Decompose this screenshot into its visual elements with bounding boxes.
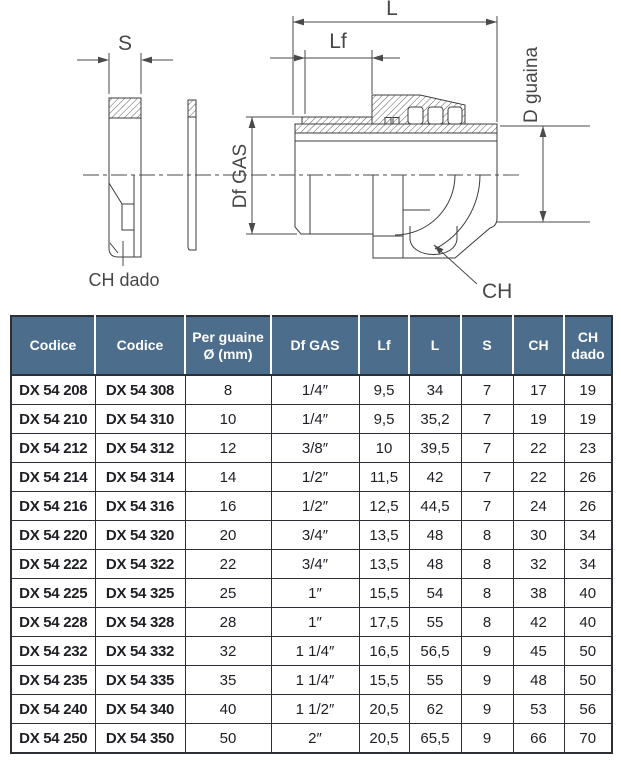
dim-label-s: S <box>117 32 133 55</box>
table-cell: 28 <box>185 608 271 637</box>
table-cell: DX 54 216 <box>11 492 95 521</box>
table-cell: 9 <box>461 666 513 695</box>
table-cell: 1/4″ <box>271 375 359 405</box>
table-cell: 26 <box>564 463 612 492</box>
label-ch-dado: CH dado <box>88 270 160 290</box>
table-cell: 26 <box>564 492 612 521</box>
table-cell: DX 54 320 <box>95 521 185 550</box>
table-cell: 13,5 <box>359 550 409 579</box>
table-cell: 7 <box>461 492 513 521</box>
table-cell: 22 <box>513 434 564 463</box>
table-cell: 53 <box>513 695 564 724</box>
table-cell: 3/4″ <box>271 550 359 579</box>
table-cell: DX 54 335 <box>95 666 185 695</box>
table-cell: DX 54 322 <box>95 550 185 579</box>
table-cell: 1″ <box>271 579 359 608</box>
table-cell: 19 <box>513 405 564 434</box>
table-cell: DX 54 332 <box>95 637 185 666</box>
table-cell: 34 <box>564 521 612 550</box>
table-cell: 56,5 <box>409 637 461 666</box>
column-header: Codice <box>95 316 185 375</box>
table-cell: 19 <box>564 375 612 405</box>
table-cell: 40 <box>564 608 612 637</box>
table-cell: DX 54 350 <box>95 724 185 754</box>
nut-side-view <box>109 98 141 257</box>
table-cell: 1 1/4″ <box>271 666 359 695</box>
table-cell: 42 <box>409 463 461 492</box>
table-cell: 1 1/2″ <box>271 695 359 724</box>
table-cell: 42 <box>513 608 564 637</box>
table-cell: 12 <box>185 434 271 463</box>
dim-label-l: L <box>386 0 398 20</box>
table-cell: 1″ <box>271 608 359 637</box>
table-cell: 3/4″ <box>271 521 359 550</box>
table-cell: DX 54 340 <box>95 695 185 724</box>
table-cell: DX 54 208 <box>11 375 95 405</box>
table-cell: 1/2″ <box>271 463 359 492</box>
table-cell: DX 54 232 <box>11 637 95 666</box>
table-cell: 7 <box>461 463 513 492</box>
table-cell: 8 <box>461 608 513 637</box>
dim-label-df-gas: Df GAS <box>230 143 251 209</box>
table-cell: 48 <box>513 666 564 695</box>
table-cell: 66 <box>513 724 564 754</box>
table-cell: 1/2″ <box>271 492 359 521</box>
table-cell: 55 <box>409 608 461 637</box>
table-cell: 7 <box>461 434 513 463</box>
table-cell: 17,5 <box>359 608 409 637</box>
table-cell: 30 <box>513 521 564 550</box>
table-header-row <box>11 316 612 375</box>
table-cell: DX 54 250 <box>11 724 95 754</box>
table-cell: 10 <box>359 434 409 463</box>
table-cell: 40 <box>185 695 271 724</box>
label-ch: CH <box>482 280 513 303</box>
table-cell: 22 <box>185 550 271 579</box>
table-row <box>11 637 612 666</box>
table-cell: 8 <box>461 579 513 608</box>
table-cell: 2″ <box>271 724 359 754</box>
table-cell: 15,5 <box>359 666 409 695</box>
dim-label-lf: Lf <box>329 30 347 53</box>
table-cell: DX 54 240 <box>11 695 95 724</box>
table-cell: 50 <box>185 724 271 754</box>
table-cell: DX 54 316 <box>95 492 185 521</box>
table-cell: 54 <box>409 579 461 608</box>
table-cell: 22 <box>513 463 564 492</box>
table-cell: 32 <box>185 637 271 666</box>
column-header: Df GAS <box>271 316 359 375</box>
table-cell: 11,5 <box>359 463 409 492</box>
column-header: S <box>461 316 513 375</box>
table-cell: DX 54 310 <box>95 405 185 434</box>
table-row <box>11 463 612 492</box>
table-cell: DX 54 228 <box>11 608 95 637</box>
table-cell: 7 <box>461 375 513 405</box>
table-cell: 39,5 <box>409 434 461 463</box>
table-cell: 8 <box>461 550 513 579</box>
column-header: Per guaine Ø (mm) <box>185 316 271 375</box>
table-cell: 24 <box>513 492 564 521</box>
table-cell: DX 54 328 <box>95 608 185 637</box>
table-cell: 9 <box>461 695 513 724</box>
table-cell: 44,5 <box>409 492 461 521</box>
table-cell: 23 <box>564 434 612 463</box>
table-cell: 9,5 <box>359 375 409 405</box>
table-cell: DX 54 225 <box>11 579 95 608</box>
table-row <box>11 579 612 608</box>
table-cell: DX 54 314 <box>95 463 185 492</box>
table-cell: 40 <box>564 579 612 608</box>
table-cell: 48 <box>409 550 461 579</box>
table-cell: 12,5 <box>359 492 409 521</box>
table-cell: 48 <box>409 521 461 550</box>
table-cell: 56 <box>564 695 612 724</box>
table-body <box>11 375 612 753</box>
table-cell: 70 <box>564 724 612 754</box>
table-cell: DX 54 222 <box>11 550 95 579</box>
table-row <box>11 405 612 434</box>
table-cell: 45 <box>513 637 564 666</box>
table-cell: 50 <box>564 666 612 695</box>
table-cell: 35 <box>185 666 271 695</box>
table-cell: 32 <box>513 550 564 579</box>
table-cell: 34 <box>409 375 461 405</box>
table-row <box>11 434 612 463</box>
table-row <box>11 521 612 550</box>
column-header: Codice <box>11 316 95 375</box>
table-cell: 34 <box>564 550 612 579</box>
table-cell: 20,5 <box>359 724 409 754</box>
table-cell: 3/8″ <box>271 434 359 463</box>
column-header: L <box>409 316 461 375</box>
table-cell: 14 <box>185 463 271 492</box>
table-cell: 8 <box>461 521 513 550</box>
table-row <box>11 608 612 637</box>
table-row <box>11 666 612 695</box>
table-cell: 62 <box>409 695 461 724</box>
table-cell: 50 <box>564 637 612 666</box>
table-cell: DX 54 235 <box>11 666 95 695</box>
table-cell: 65,5 <box>409 724 461 754</box>
table-cell: 16,5 <box>359 637 409 666</box>
table-row <box>11 550 612 579</box>
table-cell: 17 <box>513 375 564 405</box>
table-cell: 1 1/4″ <box>271 637 359 666</box>
table-cell: 10 <box>185 405 271 434</box>
column-header: CH dado <box>564 316 612 375</box>
table-cell: DX 54 312 <box>95 434 185 463</box>
table-row <box>11 695 612 724</box>
table-cell: 35,2 <box>409 405 461 434</box>
table-cell: 25 <box>185 579 271 608</box>
table-cell: 1/4″ <box>271 405 359 434</box>
table-cell: 38 <box>513 579 564 608</box>
table-cell: 20 <box>185 521 271 550</box>
table-row <box>11 724 612 754</box>
table-cell: 7 <box>461 405 513 434</box>
table-cell: 19 <box>564 405 612 434</box>
table-row <box>11 375 612 405</box>
table-cell: DX 54 212 <box>11 434 95 463</box>
table-cell: DX 54 220 <box>11 521 95 550</box>
table-cell: 9 <box>461 637 513 666</box>
table-cell: 20,5 <box>359 695 409 724</box>
technical-drawing <box>0 0 621 310</box>
column-header: CH <box>513 316 564 375</box>
table-cell: 8 <box>185 375 271 405</box>
table-cell: DX 54 308 <box>95 375 185 405</box>
table-cell: 55 <box>409 666 461 695</box>
table-cell: 15,5 <box>359 579 409 608</box>
table-cell: DX 54 325 <box>95 579 185 608</box>
table-row <box>11 492 612 521</box>
table-cell: 13,5 <box>359 521 409 550</box>
column-header: Lf <box>359 316 409 375</box>
table-cell: 9,5 <box>359 405 409 434</box>
table-cell: DX 54 210 <box>11 405 95 434</box>
dimension-table <box>10 315 613 754</box>
dim-label-d-guaina: D guaina <box>521 46 542 124</box>
table-cell: DX 54 214 <box>11 463 95 492</box>
table-cell: 9 <box>461 724 513 754</box>
table-cell: 16 <box>185 492 271 521</box>
